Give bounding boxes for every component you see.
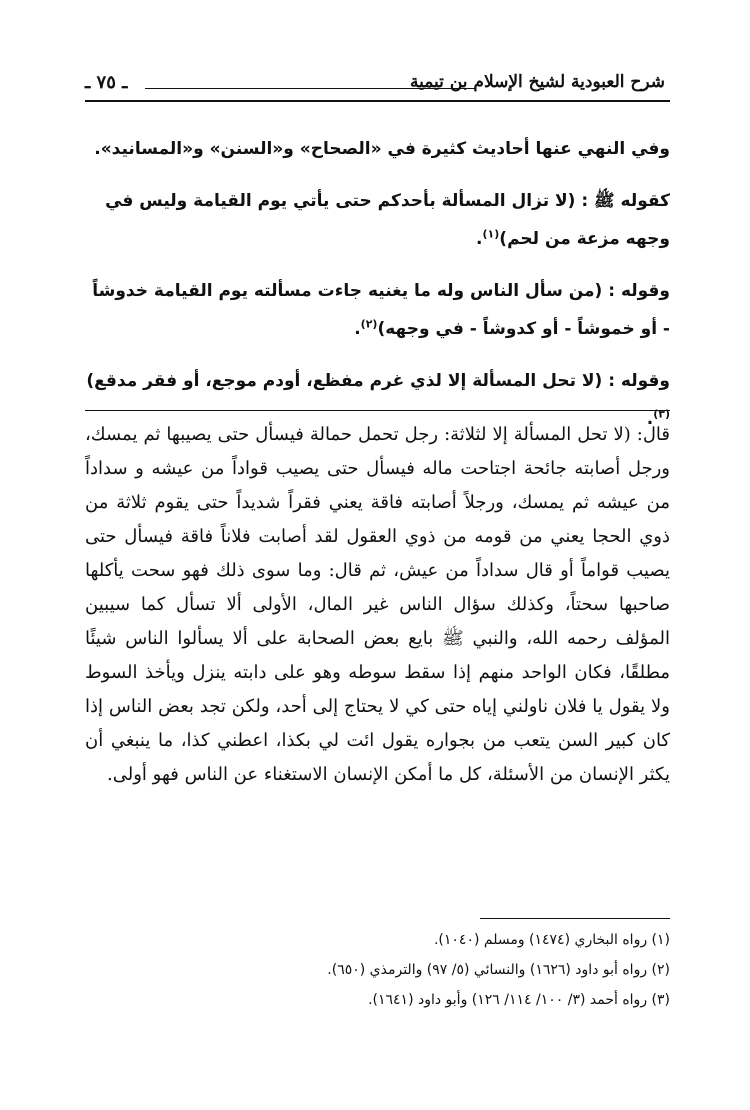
main-paragraph-text: كقوله ﷺ : (لا تزال المسألة بأحدكم حتى يأتي يوم القيامة وليس في وجهه مزعة من لحم) [105, 191, 670, 249]
main-paragraph-text: وقوله : (لا تحل المسألة إلا لذي غرم مفظع، أودم موجع، أو فقر مدقع) [86, 371, 670, 391]
header-rule [85, 100, 670, 102]
main-paragraph-end: . [646, 409, 654, 429]
footnote-divider [480, 918, 670, 919]
main-paragraph-end: . [354, 319, 361, 339]
footnote-ref: (١) [482, 227, 500, 241]
footnote: (٣) رواه أحمد (٣/ ١٠٠/ ١١٤/ ١٢٦) وأبو داود (١٦٤١). [368, 992, 670, 1008]
footnote: (١) رواه البخاري (١٤٧٤) ومسلم (١٠٤٠). [433, 932, 670, 948]
main-paragraph-text: وقوله : (من سأل الناس وله ما يغنيه جاءت مسألته يوم القيامة خدوشاً - أو خموشاً - أو كدوشاً - في وجهه) [92, 281, 670, 339]
main-paragraph [85, 272, 670, 348]
commentary-text [85, 418, 670, 792]
footnote-ref: (٣) [653, 407, 670, 421]
running-header [85, 72, 665, 102]
main-paragraph-end: . [476, 229, 483, 249]
commentary-paragraph: قال: (لا تحل المسألة إلا لثلاثة: رجل تحمل حمالة فيسأل حتى يصيبها ثم يمسك، ورجل أصابته جائحة اجتاحت ماله فيسأل حتى يصيب قواداً من عيشه و سداداً من عيشه ثم يمسك، ورجلاً أصابته فاقة يعني فقراً شديداً حتى يقوم ثلاثة من ذوي الحجا يعني من قومه من ذوي العقول لقد أصابت فلاناً فاقة فيسأل حتى يصيب قواماً أو قال سداداً من عيش، ثم قال: وما سوى ذلك فهو سحت يأكلها صاحبها سحتاً، وكذلك سؤال الناس غير المال، الأولى ألا تسأل كما سيبين المؤلف رحمه الله، والنبي ﷺ بايع بعض الصحابة على ألا يسألوا الناس شيئًا مطلقًا، فكان الواحد منهم إذا سقط سوطه وهو على دابته ينزل ويأخذ السوط ولا يقول يا فلان ناولني إياه حتى كي لا يحتاج إلى أحد، ولكن تجد بعض الناس إذا كان كبير السن يتعب من بجواره يقول ائت لي بكذا، اعطني كذا، ما ينبغي أن يكثر الإنسان من الأسئلة، كل ما أمكن الإنسان الاستغناء عن الناس فهو أولى. [85, 424, 670, 785]
footnote: (٢) رواه أبو داود (١٦٢٦) والنسائي (٥/ ٩٧) والترمذي (٦٥٠). [327, 962, 670, 978]
header-title: شرح العبودية لشيخ الإسلام بن تيمية [409, 72, 665, 92]
main-paragraph [85, 182, 670, 258]
main-text [85, 130, 670, 452]
footnotes [85, 925, 670, 1015]
header-dash-line [145, 88, 475, 89]
section-divider [85, 410, 670, 411]
main-paragraph-text: وفي النهي عنها أحاديث كثيرة في «الصحاح» و«السنن» و«المسانيد». [94, 139, 670, 159]
page-number: ـ ٧٥ ـ [85, 72, 128, 93]
main-paragraph [85, 130, 670, 168]
footnote-ref: (٢) [360, 317, 378, 331]
